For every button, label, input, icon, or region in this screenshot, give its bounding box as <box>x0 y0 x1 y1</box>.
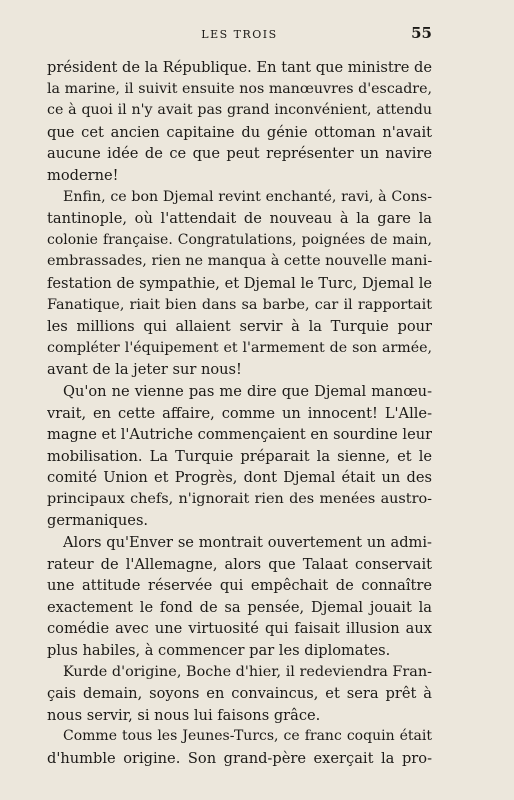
text-line: une attitude réservée qui empêchait de connaître <box>47 577 432 595</box>
text-line: vrait, en cette affaire, comme un innocent! L'Alle- <box>47 404 432 422</box>
text-line: exactement le fond de sa pensée, Djemal jouait la <box>47 598 432 616</box>
text-line: d'humble origine. Son grand-père exerçait la pro- <box>47 750 432 767</box>
text-line: Alors qu'Enver se montrait ouvertement un admi- <box>63 534 432 552</box>
text-line: les millions qui allaient servir à la Turquie pour <box>47 318 432 336</box>
text-line: mobilisation. La Turquie préparait la sienne, et le <box>47 447 432 465</box>
text-line: principaux chefs, n'ignorait rien des menées austro- <box>47 490 432 507</box>
text-line: aucune idée de ce que peut représenter un navire <box>47 145 432 163</box>
text-line: nous servir, si nous lui faisons grâce. <box>47 706 321 724</box>
text-line: que cet ancien capitaine du génie ottoman n'avait <box>47 123 432 141</box>
text-line: colonie française. Congratulations, poignées de main, <box>47 231 432 248</box>
text-line: magne et l'Autriche commençaient en sourdine leur <box>47 426 432 444</box>
text-line: Qu'on ne vienne pas me dire que Djemal manœu- <box>63 382 432 400</box>
body-text <box>47 57 432 770</box>
text-line: germaniques. <box>47 512 149 530</box>
running-title: LES TROIS <box>201 28 278 41</box>
text-line: embrassades, rien ne manqua à cette nouvelle mani- <box>47 253 432 270</box>
page-number: 55 <box>411 24 432 42</box>
text-line: Kurde d'origine, Boche d'hier, il redeviendra Fran- <box>63 663 432 680</box>
text-line: Enfin, ce bon Djemal revint enchanté, ravi, à Cons- <box>63 188 432 205</box>
text-line: rateur de l'Allemagne, alors que Talaat conservait <box>47 555 432 573</box>
text-line: festation de sympathie, et Djemal le Turc, Djemal le <box>47 274 432 292</box>
text-line: tantinople, où l'attendait de nouveau à la gare la <box>47 210 432 228</box>
running-head <box>47 24 432 44</box>
text-line: compléter l'équipement et l'armement de son armée, <box>47 339 432 356</box>
text-line: plus habiles, à commencer par les diplomates. <box>47 642 391 660</box>
text-line: comédie avec une virtuosité qui faisait illusion aux <box>47 620 432 638</box>
text-line: çais demain, soyons en convaincus, et sera prêt à <box>47 685 432 703</box>
text-line: moderne! <box>47 166 119 184</box>
text-line: avant de la jeter sur nous! <box>47 361 242 379</box>
text-line: ce à quoi il n'y avait pas grand inconvénient, attendu <box>47 102 432 119</box>
text-line: Fanatique, riait bien dans sa barbe, car il rapportait <box>47 296 432 313</box>
text-line: Comme tous les Jeunes-Turcs, ce franc coquin était <box>63 728 432 745</box>
text-line: président de la République. En tant que ministre de <box>47 59 432 76</box>
text-line: la marine, il suivit ensuite nos manœuvres d'escadre, <box>47 80 432 97</box>
text-line: comité Union et Progrès, dont Djemal était un des <box>47 469 432 487</box>
